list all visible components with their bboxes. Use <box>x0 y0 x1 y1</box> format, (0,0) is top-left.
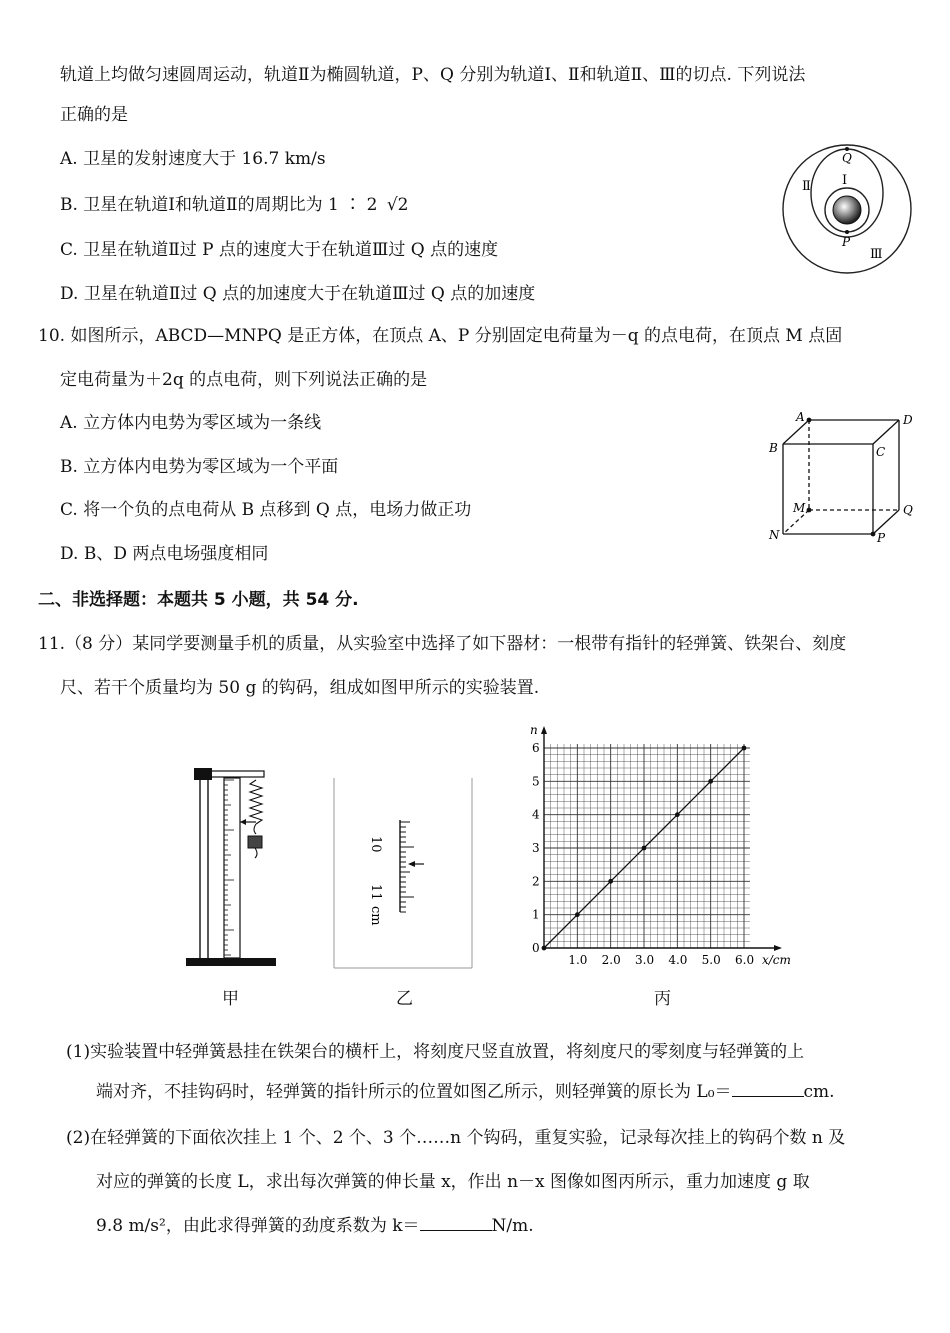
x-tick-label: 2.0 <box>601 953 621 967</box>
q10-option-c: C. 将一个负的点电荷从 B 点移到 Q 点，电场力做正功 <box>60 500 472 520</box>
y-tick-label: 3 <box>532 841 540 855</box>
origin-label: 0 <box>532 941 540 955</box>
ruler-pointer-head <box>408 861 415 867</box>
q10-stem-line2: 定电荷量为＋2q 的点电荷，则下列说法正确的是 <box>60 370 428 390</box>
section-2-heading: 二、非选择题：本题共 5 小题，共 54 分. <box>38 590 359 610</box>
q9-option-b-text: B. 卫星在轨道Ⅰ和轨道Ⅱ的周期比为 1 ∶ 2 <box>60 195 378 215</box>
y-axis-arrow <box>541 726 547 734</box>
x-tick-label: 5.0 <box>701 953 721 967</box>
orbit-figure <box>780 140 920 278</box>
label-yi: 乙 <box>396 989 413 1009</box>
data-point <box>675 812 680 817</box>
data-point <box>642 846 647 851</box>
y-tick-label: 2 <box>532 874 540 889</box>
q10-option-b: B. 立方体内电势为零区域为一个平面 <box>60 457 339 477</box>
label-p: P <box>842 235 851 249</box>
label-iii: Ⅲ <box>870 247 883 262</box>
q11-part2-unit: N/m. <box>491 1216 534 1236</box>
q9-stem-line2: 正确的是 <box>60 105 128 125</box>
q10-option-a: A. 立方体内电势为零区域为一条线 <box>60 413 322 433</box>
data-point <box>575 912 580 917</box>
x-tick-label: 6.0 <box>735 953 755 967</box>
vertex-d: D <box>903 413 913 427</box>
q11-part1-line1: (1)实验装置中轻弹簧悬挂在铁架台的横杆上，将刻度尺竖直放置，将刻度尺的零刻度与轻弹簧的上 <box>66 1042 805 1062</box>
q9-stem-line1: 轨道上均做匀速圆周运动，轨道Ⅱ为椭圆轨道，P、Q 分别为轨道Ⅰ、Ⅱ和轨道Ⅱ、Ⅲ的切点. 下列说法 <box>60 65 806 85</box>
x-tick-label: 1.0 <box>568 953 588 967</box>
x-tick-label: 3.0 <box>635 953 655 967</box>
data-point <box>708 779 713 784</box>
n-x-chart <box>522 720 794 976</box>
vertex-p-dot <box>871 532 876 537</box>
q11-part1-line2 <box>96 1080 835 1104</box>
q11-part2-text: 9.8 m/s²，由此求得弹簧的劲度系数为 k＝ <box>96 1216 420 1236</box>
vertex-q: Q <box>903 503 913 517</box>
point-p-dot <box>845 230 849 234</box>
q11-part2-line2: 对应的弹簧的长度 L，求出每次弹簧的伸长量 x，作出 n－x 图像如图丙所示，重力加速度 g 取 <box>96 1172 810 1192</box>
vertex-m: M <box>793 501 806 515</box>
label-i: Ⅰ <box>842 173 848 188</box>
q11-stem-line1: 11.（8 分）某同学要测量手机的质量，从实验室中选择了如下器材：一根带有指针的轻弹簧、铁架台、刻度 <box>38 634 847 654</box>
q9-option-d: D. 卫星在轨道Ⅱ过 Q 点的加速度大于在轨道Ⅲ过 Q 点的加速度 <box>60 284 536 304</box>
data-point <box>542 946 547 951</box>
q11-part1-text: 端对齐，不挂钩码时，轻弹簧的指针所示的位置如图乙所示，则轻弹簧的原长为 L₀＝ <box>96 1082 732 1102</box>
y-tick-label: 6 <box>532 741 540 755</box>
earth <box>833 196 861 224</box>
y-tick-label: 4 <box>532 807 540 822</box>
vertex-c: C <box>876 445 886 459</box>
q9-option-b <box>60 193 408 217</box>
vertex-a: A <box>796 410 805 424</box>
apparatus-figure <box>180 760 280 972</box>
vertex-a-dot <box>807 418 812 423</box>
label-bing: 丙 <box>654 989 671 1009</box>
ruler-figure <box>332 778 474 970</box>
label-q: Q <box>842 151 852 165</box>
answer-blank-l0[interactable] <box>732 1080 804 1097</box>
x-axis-arrow <box>774 945 782 951</box>
label-ii: Ⅱ <box>802 179 811 194</box>
vertex-b: B <box>769 441 778 455</box>
q10-stem-line1: 10. 如图所示，ABCD—MNPQ 是正方体，在顶点 A、P 分别固定电荷量为－q 的点电荷，在顶点 M 点固 <box>38 326 843 346</box>
y-axis-label: n <box>530 723 538 737</box>
x-tick-label: 4.0 <box>668 953 688 967</box>
vertex-m-dot <box>807 508 812 513</box>
y-tick-label: 5 <box>532 774 540 789</box>
vertex-p: P <box>877 531 886 545</box>
q9-option-c: C. 卫星在轨道Ⅱ过 P 点的速度大于在轨道Ⅲ过 Q 点的速度 <box>60 240 499 260</box>
ruler-tick-10: 10 <box>368 836 383 853</box>
q9-option-b-root: √2 <box>386 195 409 215</box>
vertex-n: N <box>769 528 780 542</box>
data-point <box>742 746 747 751</box>
y-tick-label: 1 <box>532 907 540 922</box>
q11-part1-unit: cm. <box>803 1082 835 1102</box>
q11-stem-line2: 尺、若干个质量均为 50 g 的钩码，组成如图甲所示的实验装置. <box>60 678 540 698</box>
data-point <box>608 879 613 884</box>
x-axis-label: x/cm <box>762 953 791 967</box>
ruler-tick-11: 11 <box>368 884 383 901</box>
label-jia: 甲 <box>222 989 239 1009</box>
q11-part2-line3 <box>96 1214 534 1238</box>
ruler-unit: cm <box>368 906 383 926</box>
cube-figure <box>765 408 925 548</box>
q9-option-a: A. 卫星的发射速度大于 16.7 km/s <box>60 149 326 169</box>
answer-blank-k[interactable] <box>420 1214 492 1231</box>
q10-option-d: D. B、D 两点电场强度相同 <box>60 544 269 564</box>
q11-part2-line1: (2)在轻弹簧的下面依次挂上 1 个、2 个、3 个……n 个钩码，重复实验，记录每次挂上的钩码个数 n 及 <box>66 1128 846 1148</box>
